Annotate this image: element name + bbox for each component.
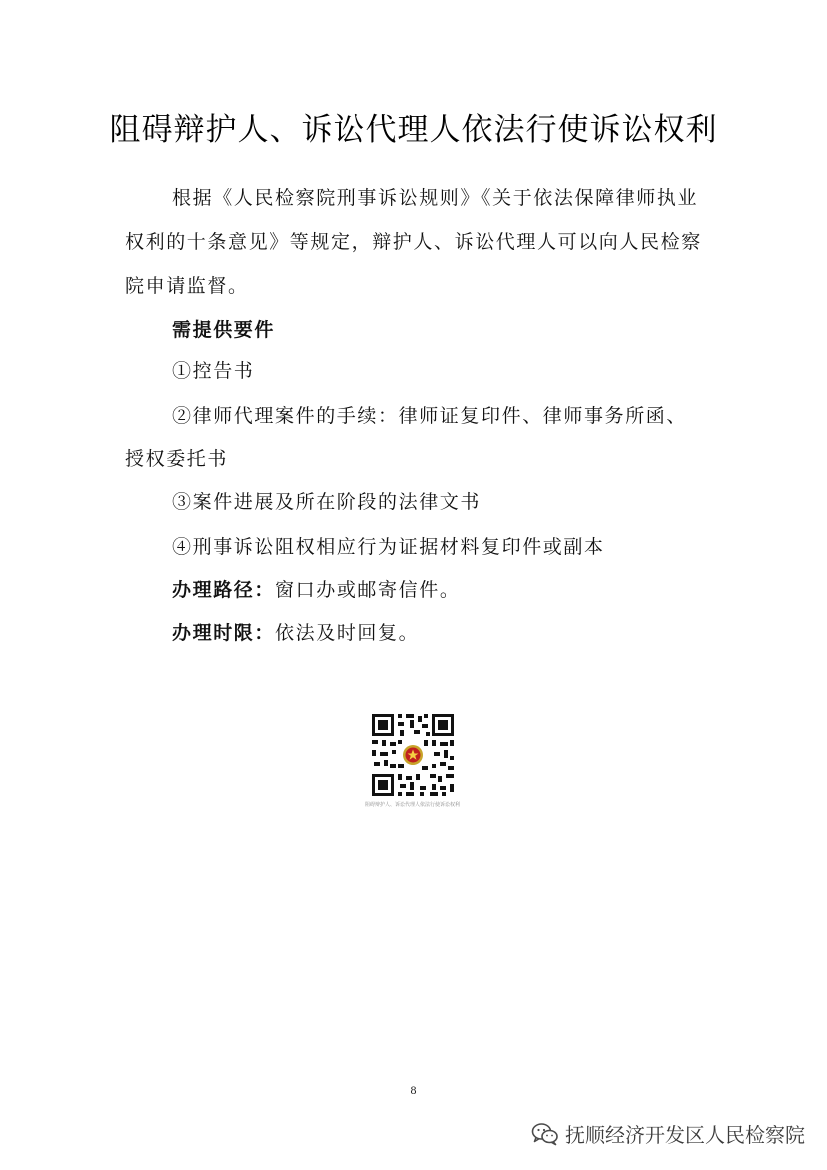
watermark-text: 抚顺经济开发区人民检察院 — [565, 1123, 805, 1147]
route-value: 窗口办或邮寄信件。 — [275, 579, 461, 601]
route-line — [172, 575, 460, 605]
material-item-continued: 授权委托书 — [125, 448, 229, 470]
wechat-watermark — [531, 1119, 805, 1148]
qr-caption: 阻碍辩护人、诉讼代理人依法行使诉讼权利 — [364, 802, 460, 808]
material-item: ④刑事诉讼阻权相应行为证据材料复印件或副本 — [172, 536, 605, 558]
time-limit-value: 依法及时回复。 — [275, 622, 420, 644]
qr-code — [370, 712, 456, 798]
page-title: 阻碍辩护人、诉讼代理人依法行使诉讼权利 — [109, 112, 718, 148]
intro-text: 根据《人民检察院刑事诉讼规则》《关于依法保障律师执业权利的十条意见》等规定，辩护人、诉讼代理人可以向人民检察院申请监督。 — [125, 187, 702, 297]
material-item: ①控告书 — [172, 360, 255, 382]
material-item: ③案件进展及所在阶段的法律文书 — [172, 491, 482, 513]
material-item: ②律师代理案件的手续：律师证复印件、律师事务所函、 — [172, 405, 688, 427]
qr-code-image — [370, 712, 456, 798]
wechat-icon — [531, 1122, 559, 1146]
page-number: 8 — [410, 1083, 417, 1097]
intro-paragraph — [125, 176, 715, 308]
time-limit-label: 办理时限： — [172, 622, 276, 644]
materials-heading: 需提供要件 — [172, 319, 276, 341]
route-label: 办理路径： — [172, 579, 276, 601]
time-limit-line — [172, 618, 419, 648]
